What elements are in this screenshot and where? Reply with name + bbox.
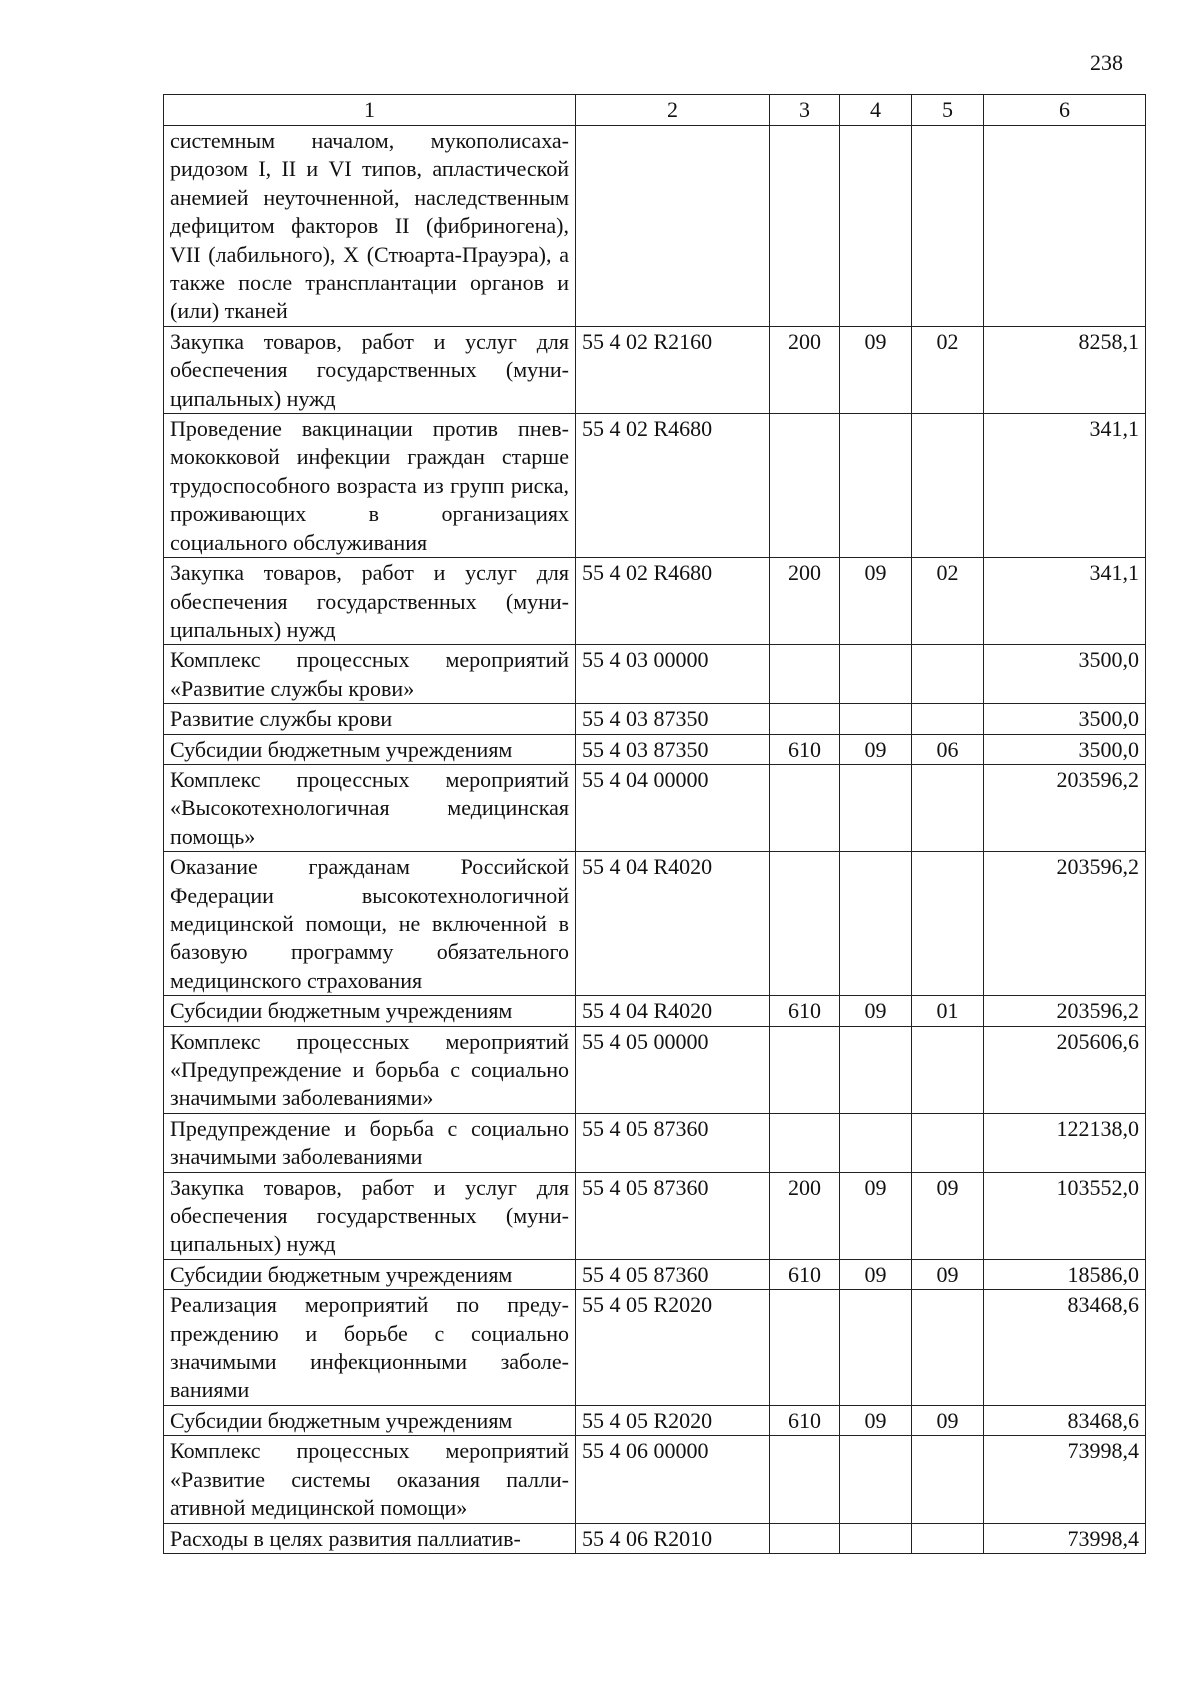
expense-type-cell: 200 (770, 326, 840, 413)
amount-cell: 83468,6 (984, 1405, 1146, 1435)
subsection-cell (912, 1290, 984, 1406)
amount-cell: 18586,0 (984, 1259, 1146, 1289)
subsection-cell (912, 704, 984, 734)
table-row (164, 414, 1146, 558)
table-row (164, 1290, 1146, 1406)
table-row (164, 1026, 1146, 1113)
amount-cell: 3500,0 (984, 734, 1146, 764)
expense-type-cell: 200 (770, 1172, 840, 1259)
item-name-cell: Закупка товаров, работ и услуг для обеспечения государственных (муниципальных) нужд (164, 558, 576, 645)
item-name-cell: Комплекс процессных мероприятий «Предупреждение и борьба с социально значимыми заболеваниями» (164, 1026, 576, 1113)
target-code-cell: 55 4 04 R4020 (576, 996, 770, 1026)
table-row (164, 734, 1146, 764)
expense-type-cell (770, 764, 840, 851)
expense-type-cell: 610 (770, 734, 840, 764)
target-code-cell: 55 4 03 00000 (576, 645, 770, 704)
target-code-cell: 55 4 05 R2020 (576, 1405, 770, 1435)
target-code-cell: 55 4 02 R4680 (576, 558, 770, 645)
subsection-cell: 09 (912, 1259, 984, 1289)
target-code-cell: 55 4 05 87360 (576, 1259, 770, 1289)
section-cell (840, 414, 912, 558)
expense-type-cell (770, 1290, 840, 1406)
section-cell: 09 (840, 734, 912, 764)
expense-type-cell (770, 1436, 840, 1523)
item-name-cell: Расходы в целях развития паллиатив- (164, 1523, 576, 1553)
section-cell (840, 126, 912, 327)
section-cell (840, 704, 912, 734)
table-row (164, 558, 1146, 645)
target-code-cell: 55 4 06 R2010 (576, 1523, 770, 1553)
expense-type-cell: 200 (770, 558, 840, 645)
item-name-cell: Субсидии бюджетным учреждениям (164, 1259, 576, 1289)
item-name-cell: Закупка товаров, работ и услуг для обеспечения государственных (муниципальных) нужд (164, 1172, 576, 1259)
target-code-cell: 55 4 02 R4680 (576, 414, 770, 558)
expense-type-cell: 610 (770, 1259, 840, 1289)
item-name-cell: Комплекс процессных мероприятий «Высокотехнологичная медицинская помощь» (164, 764, 576, 851)
section-cell (840, 1026, 912, 1113)
subsection-cell (912, 1113, 984, 1172)
table-row (164, 1113, 1146, 1172)
table-row (164, 1436, 1146, 1523)
amount-cell: 203596,2 (984, 764, 1146, 851)
expense-type-cell (770, 852, 840, 996)
expense-type-cell (770, 126, 840, 327)
subsection-cell (912, 126, 984, 327)
target-code-cell: 55 4 04 00000 (576, 764, 770, 851)
item-name-cell: Субсидии бюджетным учреждениям (164, 1405, 576, 1435)
item-name-cell: Комплекс процессных мероприятий «Развитие системы оказания паллиативной медицинской помощи» (164, 1436, 576, 1523)
section-cell: 09 (840, 1405, 912, 1435)
subsection-cell: 02 (912, 558, 984, 645)
section-cell (840, 1113, 912, 1172)
expense-type-cell (770, 645, 840, 704)
item-name-cell: Закупка товаров, работ и услуг для обеспечения государственных (муниципальных) нужд (164, 326, 576, 413)
section-cell: 09 (840, 326, 912, 413)
table-row (164, 1405, 1146, 1435)
table-row (164, 1259, 1146, 1289)
table-row (164, 764, 1146, 851)
section-cell: 09 (840, 996, 912, 1026)
table-row (164, 704, 1146, 734)
target-code-cell: 55 4 03 87350 (576, 734, 770, 764)
subsection-cell: 06 (912, 734, 984, 764)
item-name-cell: Проведение вакцинации против пневмококковой инфекции граждан старше трудоспособного возраста из групп риска, проживающих в организациях социального обслуживания (164, 414, 576, 558)
table-row (164, 126, 1146, 327)
item-name-cell: Субсидии бюджетным учреждениям (164, 996, 576, 1026)
amount-cell: 203596,2 (984, 996, 1146, 1026)
section-cell (840, 645, 912, 704)
target-code-cell: 55 4 03 87350 (576, 704, 770, 734)
target-code-cell: 55 4 02 R2160 (576, 326, 770, 413)
expense-type-cell (770, 704, 840, 734)
amount-cell: 3500,0 (984, 704, 1146, 734)
target-code-cell: 55 4 06 00000 (576, 1436, 770, 1523)
table-row (164, 996, 1146, 1026)
amount-cell: 3500,0 (984, 645, 1146, 704)
amount-cell: 73998,4 (984, 1436, 1146, 1523)
budget-table (163, 94, 1146, 1554)
section-cell: 09 (840, 558, 912, 645)
expense-type-cell: 610 (770, 996, 840, 1026)
item-name-cell: Развитие службы крови (164, 704, 576, 734)
subsection-cell: 09 (912, 1172, 984, 1259)
table-row (164, 1172, 1146, 1259)
amount-cell: 122138,0 (984, 1113, 1146, 1172)
target-code-cell: 55 4 04 R4020 (576, 852, 770, 996)
target-code-cell: 55 4 05 00000 (576, 1026, 770, 1113)
column-header-3: 3 (770, 95, 840, 126)
section-cell (840, 764, 912, 851)
amount-cell: 103552,0 (984, 1172, 1146, 1259)
table-row (164, 1523, 1146, 1553)
subsection-cell (912, 1523, 984, 1553)
target-code-cell (576, 126, 770, 327)
table-row (164, 645, 1146, 704)
table-row (164, 852, 1146, 996)
amount-cell (984, 126, 1146, 327)
column-header-5: 5 (912, 95, 984, 126)
subsection-cell: 01 (912, 996, 984, 1026)
target-code-cell: 55 4 05 R2020 (576, 1290, 770, 1406)
amount-cell: 205606,6 (984, 1026, 1146, 1113)
section-cell: 09 (840, 1172, 912, 1259)
column-header-2: 2 (576, 95, 770, 126)
section-cell (840, 1523, 912, 1553)
target-code-cell: 55 4 05 87360 (576, 1172, 770, 1259)
section-cell: 09 (840, 1259, 912, 1289)
subsection-cell (912, 645, 984, 704)
subsection-cell (912, 1026, 984, 1113)
section-cell (840, 1436, 912, 1523)
amount-cell: 341,1 (984, 558, 1146, 645)
item-name-cell: Реализация мероприятий по предупреждению и борьбе с социально значимыми инфекционными заболеваниями (164, 1290, 576, 1406)
expense-type-cell: 610 (770, 1405, 840, 1435)
column-header-6: 6 (984, 95, 1146, 126)
section-cell (840, 1290, 912, 1406)
item-name-cell: Субсидии бюджетным учреждениям (164, 734, 576, 764)
amount-cell: 73998,4 (984, 1523, 1146, 1553)
amount-cell: 8258,1 (984, 326, 1146, 413)
column-header-4: 4 (840, 95, 912, 126)
subsection-cell (912, 1436, 984, 1523)
subsection-cell (912, 414, 984, 558)
item-name-cell: Оказание гражданам Российской Федерации высокотехнологичной медицинской помощи, не включенной в базовую программу обязательного медицинского страхования (164, 852, 576, 996)
expense-type-cell (770, 414, 840, 558)
column-header-1: 1 (164, 95, 576, 126)
subsection-cell: 09 (912, 1405, 984, 1435)
table-row (164, 326, 1146, 413)
item-name-cell: системным началом, мукополисахаридозом I, II и VI типов, апластической анемией неуточненной, наследственным дефицитом факторов II (фибриногена), VII (лабильного), X (Стюарта-Прауэра), а также после трансплантации органов и (или) тканей (164, 126, 576, 327)
section-cell (840, 852, 912, 996)
target-code-cell: 55 4 05 87360 (576, 1113, 770, 1172)
expense-type-cell (770, 1026, 840, 1113)
subsection-cell: 02 (912, 326, 984, 413)
table-body (164, 126, 1146, 1554)
amount-cell: 341,1 (984, 414, 1146, 558)
page-number: 238 (1090, 50, 1123, 75)
amount-cell: 203596,2 (984, 852, 1146, 996)
expense-type-cell (770, 1523, 840, 1553)
item-name-cell: Предупреждение и борьба с социально значимыми заболеваниями (164, 1113, 576, 1172)
subsection-cell (912, 852, 984, 996)
amount-cell: 83468,6 (984, 1290, 1146, 1406)
item-name-cell: Комплекс процессных мероприятий «Развитие службы крови» (164, 645, 576, 704)
header-row (164, 95, 1146, 126)
subsection-cell (912, 764, 984, 851)
expense-type-cell (770, 1113, 840, 1172)
